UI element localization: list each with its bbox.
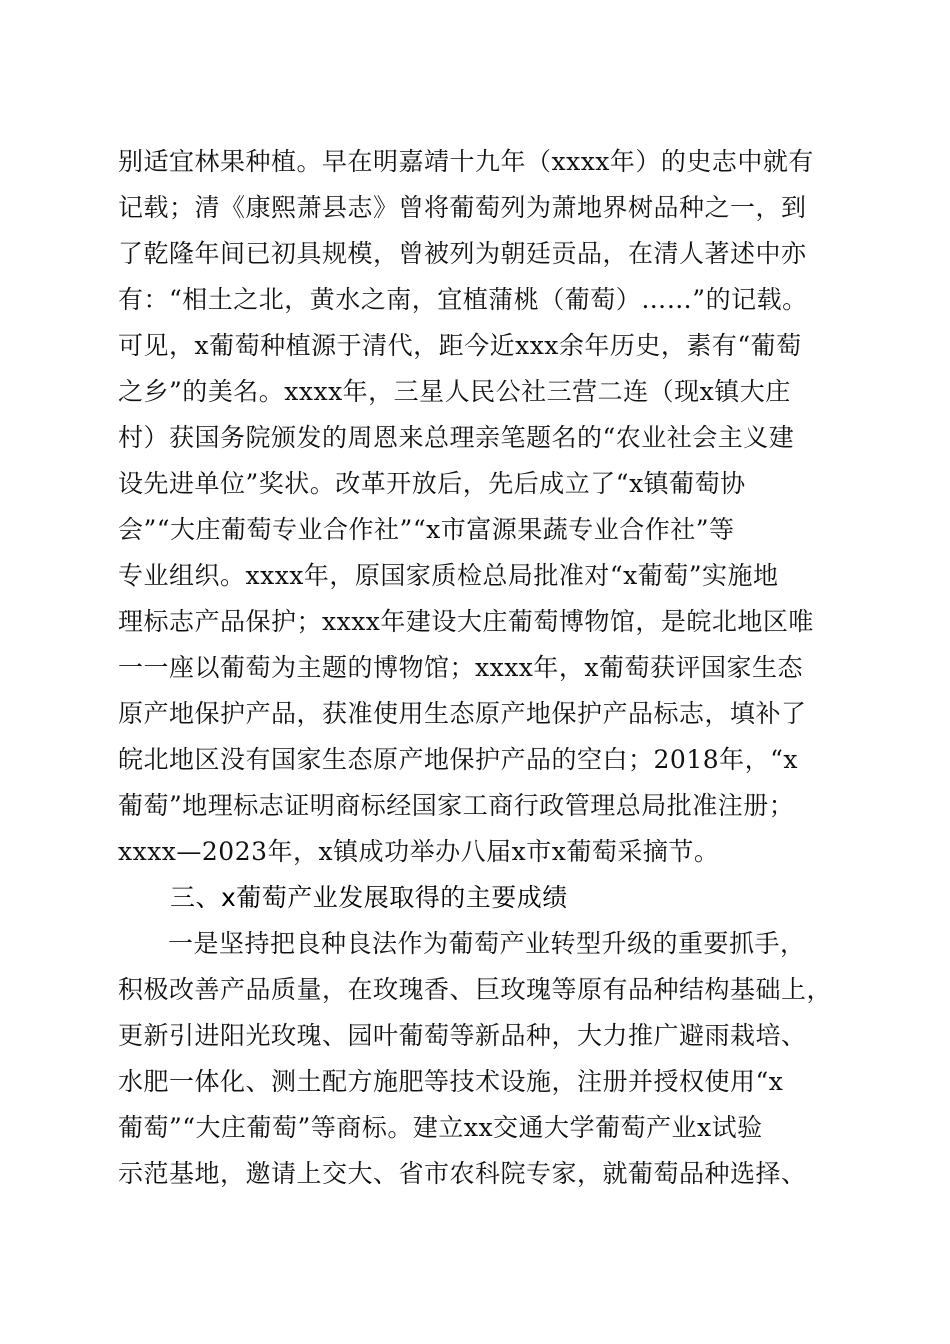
text-line: 理标志产品保护；xxxx年建设大庄葡萄博物馆，是皖北地区唯 (118, 607, 814, 636)
text-line: 积极改善产品质量，在玫瑰香、巨玫瑰等原有品种结构基础上， (118, 975, 833, 1004)
text-line: 别适宜林果种植。早在明嘉靖十九年（xxxx年）的史志中就有 (118, 147, 814, 176)
text-line: 葡萄”地理标志证明商标经国家工商行政管理总局批准注册； (118, 791, 795, 820)
text-line: 原产地保护产品，获准使用生态原产地保护产品标志，填补了 (118, 699, 807, 728)
text-line: 水肥一体化、测土配方施肥等技术设施，注册并授权使用“x (118, 1067, 784, 1096)
text-line: 葡萄”“大庄葡萄”等商标。建立xx交通大学葡萄产业x试验 (118, 1113, 763, 1142)
text-line: 设先进单位”奖状。改革开放后，先后成立了“x镇葡萄协 (118, 469, 746, 498)
text-line: 会”“大庄葡萄专业合作社”“x市富源果蔬专业合作社”等 (118, 515, 735, 544)
text-line: 了乾隆年间已初具规模，曾被列为朝廷贡品，在清人著述中亦 (118, 239, 807, 268)
text-line: 村）获国务院颁发的周恩来总理亲笔题名的“农业社会主义建 (118, 423, 795, 452)
text-line: 有：“相土之北，黄水之南，宜植蒲桃（葡萄）……”的记载。 (118, 285, 808, 314)
text-line: 一是坚持把良种良法作为葡萄产业转型升级的重要抓手， (168, 929, 806, 958)
text-line: 可见，x葡萄种植源于清代，距今近xxx余年历史，素有“葡萄 (118, 331, 802, 360)
text-line: 更新引进阳光玫瑰、园叶葡萄等新品种，大力推广避雨栽培、 (118, 1021, 807, 1050)
text-line: xxxx—2023年，x镇成功举办八届x市x葡萄采摘节。 (118, 837, 720, 866)
text-line: 之乡”的美名。xxxx年，三星人民公社三营二连（现x镇大庄 (118, 377, 791, 406)
text-line: 专业组织。xxxx年，原国家质检总局批准对“x葡萄”实施地 (118, 561, 779, 590)
text-line: 示范基地，邀请上交大、省市农科院专家，就葡萄品种选择、 (118, 1159, 807, 1188)
text-line: 皖北地区没有国家生态原产地保护产品的空白；2018年，“x (118, 745, 799, 774)
text-line: 记载；清《康熙萧县志》曾将葡萄列为萧地界树品种之一，到 (118, 193, 807, 222)
text-line: 一一座以葡萄为主题的博物馆；xxxx年，x葡萄获评国家生态 (118, 653, 803, 682)
section-heading: 三、x葡萄产业发展取得的主要成绩 (170, 883, 568, 912)
